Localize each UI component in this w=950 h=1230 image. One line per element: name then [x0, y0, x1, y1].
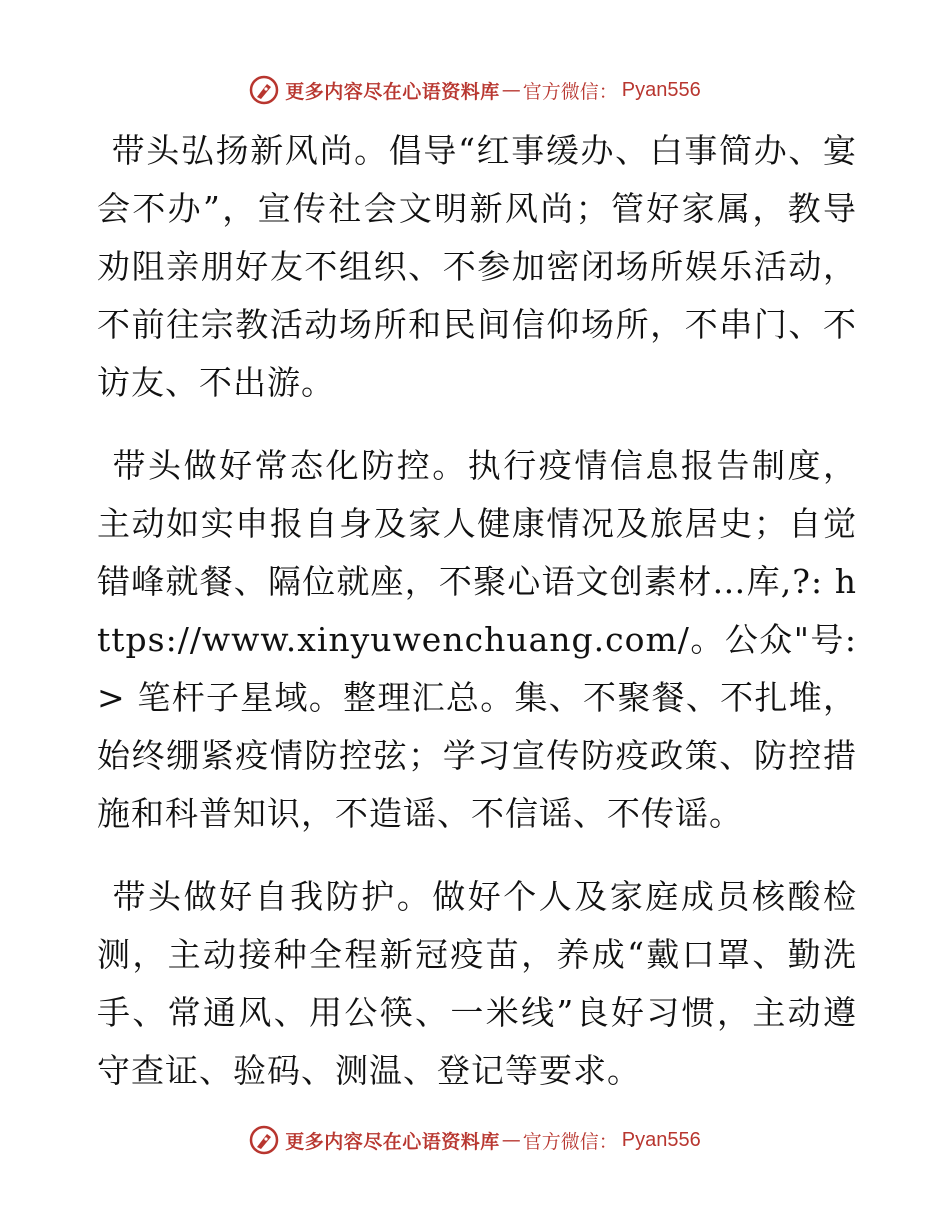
paragraph-1 [97, 122, 857, 412]
brand-dash: — [501, 1129, 521, 1151]
brand-dash: — [501, 79, 521, 101]
header-banner [0, 70, 950, 110]
pen-nib-logo-icon [249, 75, 279, 105]
footer-banner [0, 1120, 950, 1160]
paragraph-text: 带头弘扬新风尚。倡导“红事缓办、白事简办、宴会不办”，宣传社会文明新风尚；管好家属，教导劝阻亲朋好友不组织、不参加密闭场所娱乐活动，不前往宗教活动场所和民间信仰场所，不串门、不访友、不出游。 [97, 131, 857, 402]
paragraph-text: 带头做好自我防护。做好个人及家庭成员核酸检测，主动接种全程新冠疫苗，养成“戴口罩、勤洗手、常通风、用公筷、一米线”良好习惯，主动遵守查证、验码、测温、登记等要求。 [97, 877, 857, 1090]
brand-text: 更多内容尽在心语资料库 [285, 1130, 500, 1153]
paragraph-3 [97, 868, 857, 1100]
pen-nib-logo-icon [249, 1125, 279, 1155]
wechat-handle: Pyan556 [621, 78, 701, 101]
brand-text: 更多内容尽在心语资料库 [285, 80, 500, 103]
paragraph-text: 带头做好常态化防控。执行疫情信息报告制度，主动如实申报自身及家人健康情况及旅居史；自觉错峰就餐、隔位就座，不聚心语文创素材…库,?: https://www.xinyuwenchuang.com/。公众"号: > 笔杆子星域。整理汇总。集、不聚餐、不扎堆，始终绷紧疫情防控弦；学习宣传防疫政策、防控措施和科普知识，不造谣、不信谣、不传谣。 [97, 446, 857, 833]
wechat-handle: Pyan556 [621, 1128, 701, 1151]
document-body [97, 122, 857, 1125]
official-label: 官方微信： [522, 80, 618, 103]
official-label: 官方微信： [522, 1130, 618, 1153]
paragraph-2 [97, 437, 857, 843]
